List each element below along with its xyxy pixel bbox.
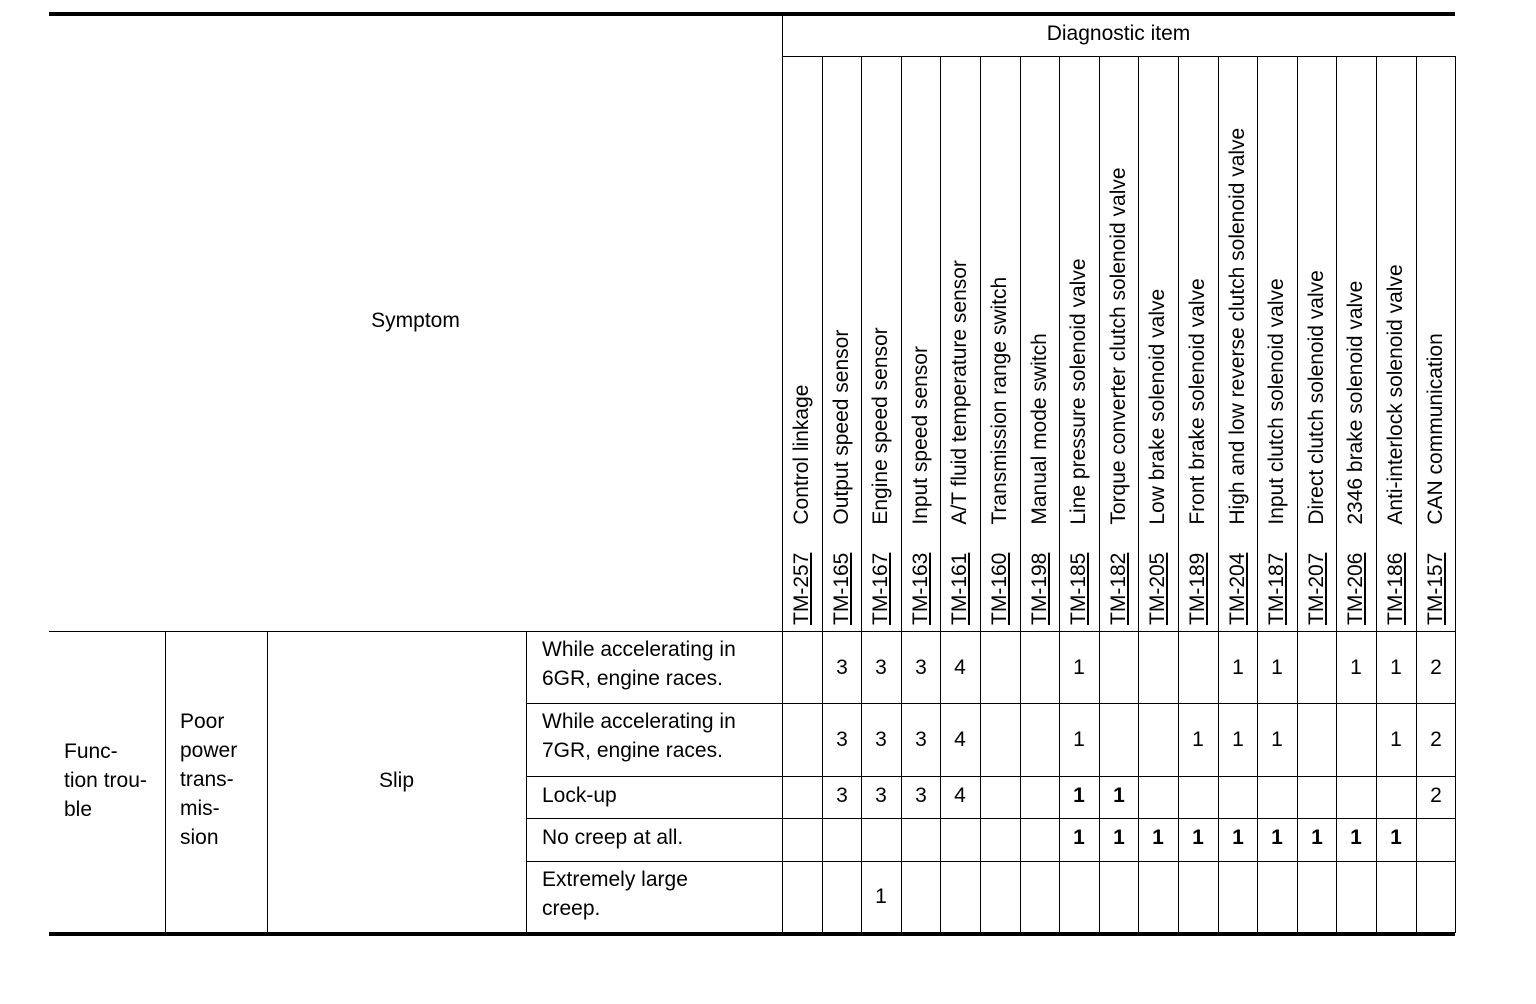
reference-link[interactable]: TM-160	[988, 552, 1011, 625]
table-cell: 1	[1192, 826, 1204, 849]
table-cell: 1	[1073, 826, 1085, 849]
table-cell: 1	[1390, 826, 1402, 849]
reference-link[interactable]: TM-163	[909, 552, 932, 625]
table-cell: 1	[1113, 826, 1125, 849]
column-header	[1376, 56, 1416, 631]
table-cell: 1	[1192, 728, 1204, 751]
column-header	[782, 56, 822, 631]
reference-link[interactable]: TM-186	[1384, 552, 1407, 625]
diagnostic-item-name: A/T fluid temperature sensor	[948, 260, 971, 525]
table-cell: 1	[1113, 784, 1125, 807]
column-header	[1336, 56, 1376, 631]
table-cell: 1	[1271, 656, 1283, 679]
reference-link[interactable]: TM-157	[1424, 552, 1447, 625]
table-cell: 1	[1073, 728, 1085, 751]
reference-link[interactable]: TM-189	[1186, 552, 1209, 625]
table-row	[0, 703, 1536, 776]
diagnostic-item-name: Torque converter clutch solenoid valve	[1107, 167, 1130, 525]
table-cell: 2	[1430, 728, 1442, 751]
table-cell: 1	[1232, 728, 1244, 751]
table-cell: 3	[836, 728, 848, 751]
table-row	[0, 861, 1536, 932]
symptom-text: Extremely large creep.	[542, 868, 688, 920]
symptom-header: Symptom	[371, 309, 460, 332]
table-cell: 1	[1232, 826, 1244, 849]
table-cell: 3	[915, 784, 927, 807]
table-cell: 1	[1152, 826, 1164, 849]
diagnostic-item-name: Direct clutch solenoid valve	[1305, 270, 1328, 525]
table-cell: 3	[875, 656, 887, 679]
table-cell: 4	[954, 656, 966, 679]
reference-link[interactable]: TM-185	[1067, 552, 1090, 625]
column-header	[980, 56, 1020, 631]
diagnostic-item-name: Input speed sensor	[909, 346, 932, 525]
diagnostic-item-name: Control linkage	[790, 384, 813, 525]
reference-link[interactable]: TM-187	[1265, 552, 1288, 625]
diagnostic-item-name: Manual mode switch	[1028, 333, 1051, 525]
diagnostic-item-name: Engine speed sensor	[869, 327, 892, 525]
diagnostic-item-name: Front brake solenoid valve	[1186, 278, 1209, 525]
table-cell: 3	[915, 728, 927, 751]
symptom-text: While accelerating in 7GR, engine races.	[542, 710, 736, 762]
column-header	[861, 56, 901, 631]
column-header	[1178, 56, 1218, 631]
reference-link[interactable]: TM-198	[1028, 552, 1051, 625]
table-cell: 1	[1073, 656, 1085, 679]
diagnostic-item-name: Anti-interlock solenoid valve	[1384, 264, 1407, 525]
table-cell: 2	[1430, 656, 1442, 679]
column-header	[1138, 56, 1178, 631]
reference-link[interactable]: TM-182	[1107, 552, 1130, 625]
reference-link[interactable]: TM-206	[1344, 552, 1367, 625]
symptom-text: No creep at all.	[542, 826, 684, 849]
diagnostic-item-name: Output speed sensor	[830, 329, 853, 525]
column-header	[1297, 56, 1337, 631]
table-cell: 2	[1430, 784, 1442, 807]
reference-link[interactable]: TM-257	[790, 552, 813, 625]
table-row	[0, 631, 1536, 703]
table-row	[0, 776, 1536, 818]
table-row	[0, 818, 1536, 861]
diagnostic-item-name: High and low reverse clutch solenoid valve	[1226, 127, 1249, 525]
table-cell: 1	[1390, 656, 1402, 679]
table-cell: 3	[915, 656, 927, 679]
table-cell: 1	[875, 885, 887, 908]
symptom-text: While accelerating in 6GR, engine races.	[542, 638, 736, 690]
diagnostic-item-header: Diagnostic item	[1046, 22, 1191, 45]
column-header	[940, 56, 980, 631]
table-cell: 3	[836, 784, 848, 807]
table-cell: 1	[1390, 728, 1402, 751]
column-header	[1020, 56, 1060, 631]
table-cell: 3	[875, 784, 887, 807]
category-level1: Func- tion trou- ble	[64, 740, 147, 821]
diagnostic-item-name: 2346 brake solenoid valve	[1344, 280, 1367, 525]
table-cell: 1	[1271, 826, 1283, 849]
reference-link[interactable]: TM-204	[1226, 552, 1249, 625]
diagnostic-item-name: Low brake solenoid valve	[1146, 288, 1169, 525]
column-header	[1416, 56, 1456, 631]
table-cell: 4	[954, 728, 966, 751]
reference-link[interactable]: TM-165	[830, 552, 853, 625]
table-cell: 1	[1350, 826, 1362, 849]
table-cell: 1	[1271, 728, 1283, 751]
column-header	[1099, 56, 1139, 631]
reference-link[interactable]: TM-207	[1305, 552, 1328, 625]
table-cell: 3	[836, 656, 848, 679]
table-bottom-border	[49, 932, 1455, 936]
diagnostic-item-name: Input clutch solenoid valve	[1265, 278, 1288, 525]
column-header	[822, 56, 862, 631]
reference-link[interactable]: TM-161	[948, 552, 971, 625]
reference-link[interactable]: TM-205	[1146, 552, 1169, 625]
diagnostic-item-name: Line pressure solenoid valve	[1067, 258, 1090, 525]
table-cell: 4	[954, 784, 966, 807]
table-cell: 3	[875, 728, 887, 751]
column-header	[1059, 56, 1099, 631]
reference-link[interactable]: TM-167	[869, 552, 892, 625]
column-header	[1218, 56, 1258, 631]
table-cell: 1	[1311, 826, 1323, 849]
symptom-text: Lock-up	[542, 784, 617, 807]
diagnostic-item-name: CAN communication	[1424, 333, 1447, 525]
table-cell: 1	[1232, 656, 1244, 679]
category-level3: Slip	[378, 769, 415, 792]
table-cell: 1	[1350, 656, 1362, 679]
column-header	[1257, 56, 1297, 631]
table-cell: 1	[1073, 784, 1085, 807]
diagnostic-item-name: Transmission range switch	[988, 276, 1011, 525]
table-top-border	[49, 12, 1455, 16]
category-level2: Poor power trans- mis- sion	[180, 710, 238, 849]
column-header	[901, 56, 941, 631]
